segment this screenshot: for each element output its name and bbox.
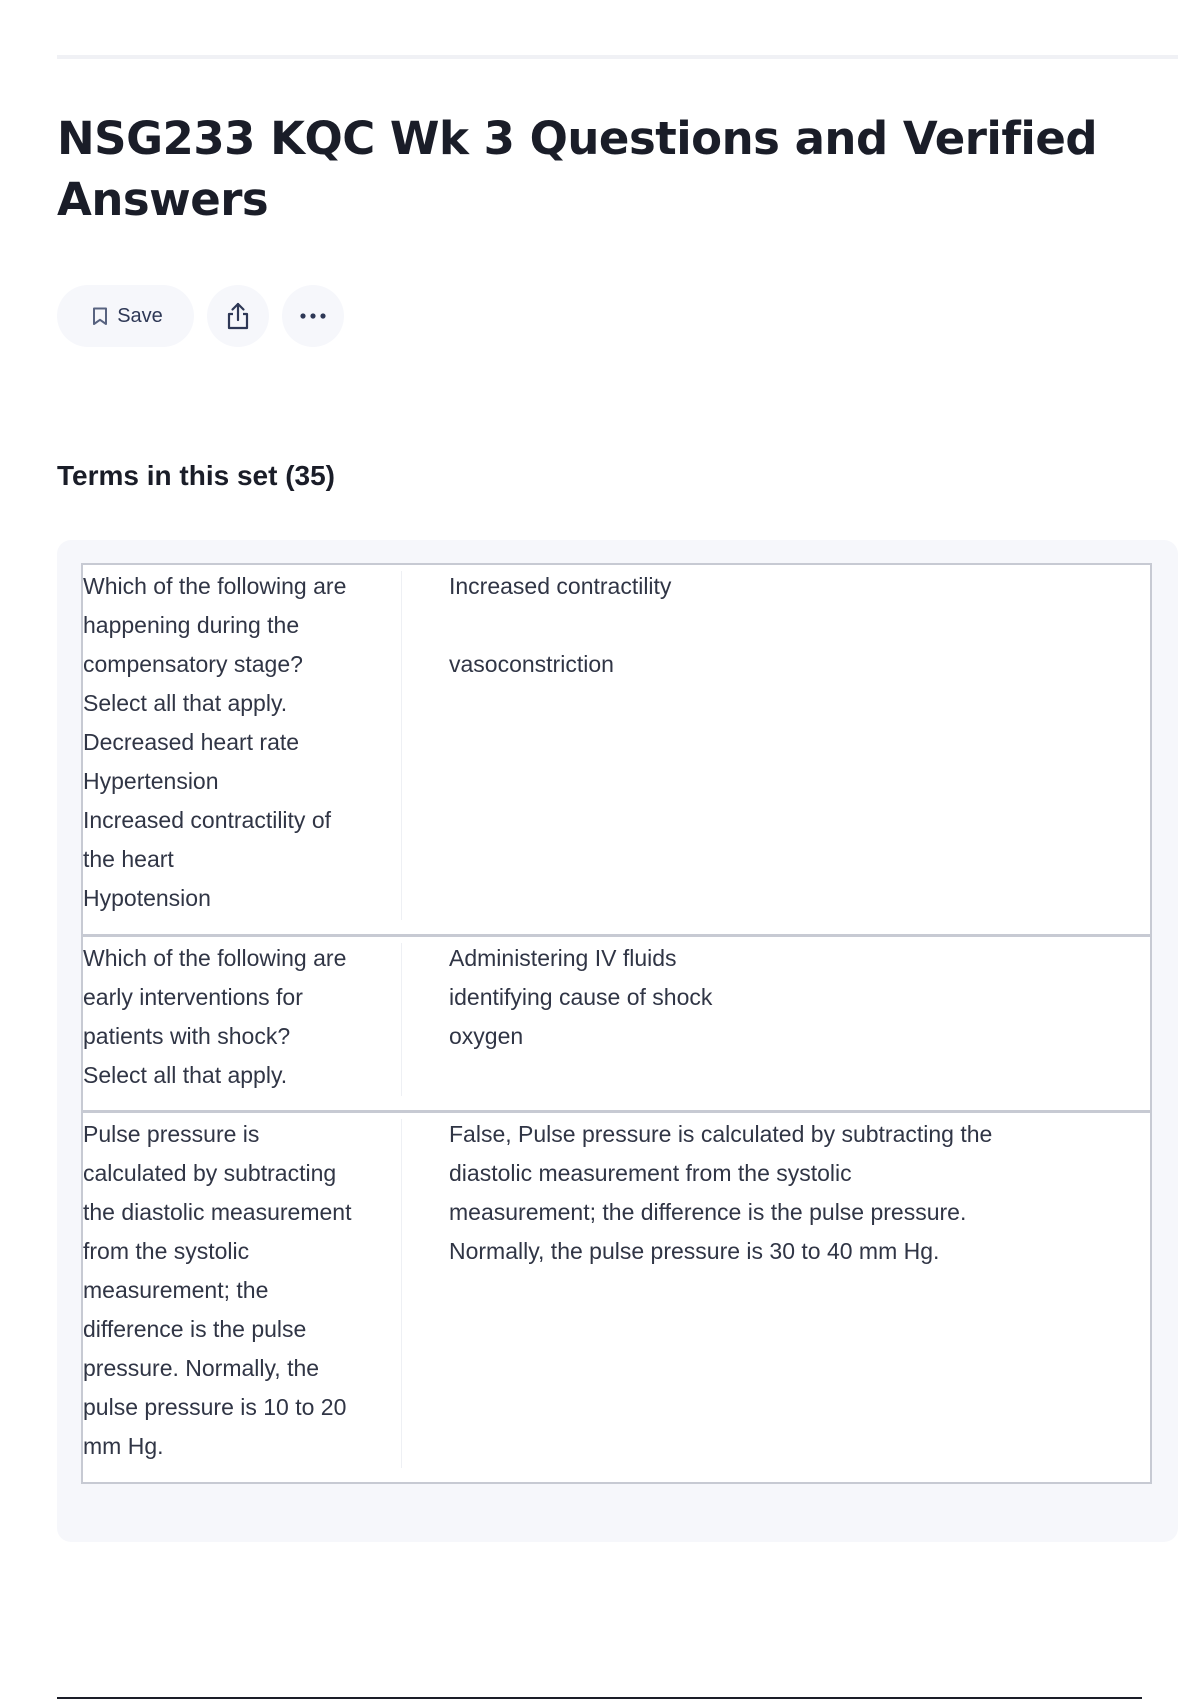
- term-text: [83, 1113, 393, 1466]
- term-line: compensatory stage?: [83, 651, 303, 677]
- term-line: Decreased heart rate: [83, 729, 300, 755]
- definition-line: Increased contractility: [449, 573, 672, 599]
- more-options-button[interactable]: [282, 285, 344, 347]
- definition-line: diastolic measurement from the systolic: [449, 1160, 852, 1186]
- column-divider: [401, 1119, 402, 1468]
- term-text: [83, 565, 393, 918]
- page-title-line: Answers: [57, 173, 269, 226]
- term-line: Pulse pressure is: [83, 1121, 260, 1147]
- save-button-label: Save: [117, 304, 163, 327]
- term-line: happening during the: [83, 612, 300, 638]
- term-line: Select all that apply.: [83, 1062, 288, 1088]
- definition-line: False, Pulse pressure is calculated by subtracting the: [449, 1121, 993, 1147]
- definition-line: Administering IV fluids: [449, 945, 677, 971]
- definition-text: [449, 565, 1069, 684]
- term-line: early interventions for: [83, 984, 303, 1010]
- definition-line: vasoconstriction: [449, 651, 614, 677]
- definition-line: oxygen: [449, 1023, 524, 1049]
- bottom-divider: [57, 1697, 1142, 1699]
- term-line: Select all that apply.: [83, 690, 288, 716]
- term-card: [81, 563, 1152, 936]
- term-line: Hypertension: [83, 768, 219, 794]
- term-line: patients with shock?: [83, 1023, 291, 1049]
- terms-count-heading: Terms in this set (35): [57, 460, 336, 491]
- save-button[interactable]: [57, 285, 194, 347]
- top-divider: [57, 55, 1178, 59]
- term-line: pulse pressure is 10 to 20: [83, 1394, 347, 1420]
- definition-line: identifying cause of shock: [449, 984, 713, 1010]
- term-card: [81, 935, 1152, 1112]
- term-line: the diastolic measurement: [83, 1199, 352, 1225]
- definition-text: [449, 937, 1069, 1056]
- term-line: pressure. Normally, the: [83, 1355, 320, 1381]
- term-line: from the systolic: [83, 1238, 250, 1264]
- definition-line: measurement; the difference is the pulse pressure.: [449, 1199, 967, 1225]
- term-line: Which of the following are: [83, 573, 347, 599]
- term-text: [83, 937, 393, 1095]
- page-title-line: NSG233 KQC Wk 3 Questions and Verified: [57, 112, 1098, 165]
- term-line: measurement; the: [83, 1277, 269, 1303]
- definition-line: Normally, the pulse pressure is 30 to 40 mm Hg.: [449, 1238, 940, 1264]
- page-title: [57, 108, 1098, 230]
- definition-line: [449, 606, 1069, 645]
- term-line: mm Hg.: [83, 1433, 164, 1459]
- term-line: Hypotension: [83, 885, 211, 911]
- term-line: calculated by subtracting: [83, 1160, 337, 1186]
- bookmark-icon: [92, 307, 108, 326]
- term-line: Which of the following are: [83, 945, 347, 971]
- term-card: [81, 1111, 1152, 1484]
- term-line: Increased contractility of: [83, 807, 332, 833]
- set-actions-toolbar: [57, 285, 344, 347]
- column-divider: [401, 571, 402, 920]
- column-divider: [401, 943, 402, 1096]
- more-horizontal-icon: [299, 312, 327, 320]
- definition-text: [449, 1113, 1069, 1271]
- terms-list: [57, 540, 1178, 1542]
- term-line: difference is the pulse: [83, 1316, 307, 1342]
- share-icon: [224, 301, 252, 331]
- share-button[interactable]: [207, 285, 269, 347]
- term-line: the heart: [83, 846, 174, 872]
